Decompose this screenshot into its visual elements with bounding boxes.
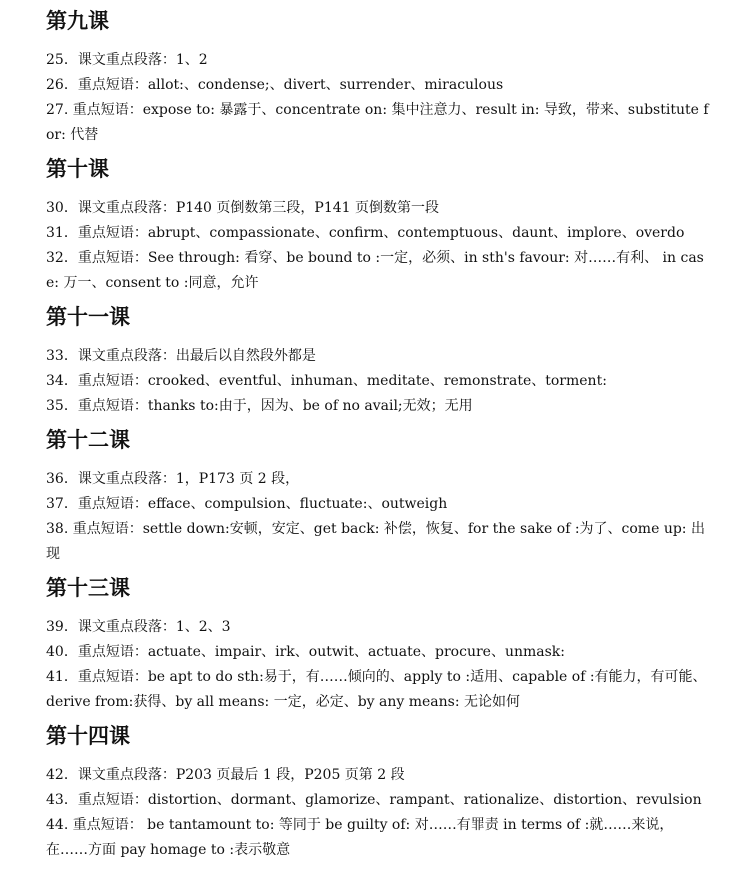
list-item: 31．重点短语：abrupt、compassionate、confirm、contemptuous、daunt、implore、overdo xyxy=(46,225,685,241)
lesson-title: 第十三课 xyxy=(46,576,130,600)
list-item: 40．重点短语：actuate、impair、irk、outwit、actuate、procure、unmask: xyxy=(46,644,565,660)
list-item: 43．重点短语：distortion、dormant、glamorize、rampant、rationalize、distortion、revulsion xyxy=(46,792,702,808)
list-item: 33．课文重点段落：出最后以自然段外都是 xyxy=(46,348,316,364)
list-item: 26．重点短语：allot:、condense;、divert、surrender、miraculous xyxy=(46,77,504,93)
list-item: 30．课文重点段落：P140 页倒数第三段，P141 页倒数第一段 xyxy=(46,200,439,216)
list-item: 37．重点短语：efface、compulsion、fluctuate:、outweigh xyxy=(46,496,448,512)
list-item: 44. 重点短语： be tantamount to: 等同于 be guilty of: 对……有罪责 in terms of :就……来说，在……方面 pay homage to :表示敬意 xyxy=(46,817,674,858)
lesson-14 xyxy=(46,719,713,863)
list-item: 41．重点短语：be apt to do sth:易于，有……倾向的、apply to :适用、capable of :有能力，有可能、derive from:获得、by all means: 一定，必定、by any means: 无论如何 xyxy=(46,669,707,710)
list-item: 32．重点短语：See through: 看穿、be bound to :一定，必须、in sth's favour: 对……有利、 in case: 万一、consent to :同意，允许 xyxy=(46,250,704,291)
lesson-title: 第九课 xyxy=(46,9,109,33)
lesson-title: 第十课 xyxy=(46,157,109,181)
lesson-title: 第十四课 xyxy=(46,724,130,748)
list-item: 42．课文重点段落：P203 页最后 1 段，P205 页第 2 段 xyxy=(46,767,405,783)
lesson-12 xyxy=(46,423,713,567)
list-item: 34．重点短语：crooked、eventful、inhuman、meditate、remonstrate、torment: xyxy=(46,373,607,389)
list-item: 38. 重点短语：settle down:安顿，安定、get back: 补偿，恢复、for the sake of :为了、come up: 出现 xyxy=(46,521,705,562)
list-item: 35．重点短语：thanks to:由于，因为、be of no avail;无效；无用 xyxy=(46,398,473,414)
lesson-13 xyxy=(46,571,713,715)
list-item: 36．课文重点段落：1，P173 页 2 段， xyxy=(46,471,300,487)
list-item: 25．课文重点段落：1、2 xyxy=(46,52,208,68)
lesson-10 xyxy=(46,152,713,296)
lesson-9 xyxy=(46,4,713,148)
list-item: 39．课文重点段落：1、2、3 xyxy=(46,619,231,635)
lesson-11 xyxy=(46,300,713,419)
lesson-title: 第十二课 xyxy=(46,428,130,452)
list-item: 27. 重点短语：expose to: 暴露于、concentrate on: 集中注意力、result in: 导致，带来、substitute for: 代替 xyxy=(46,102,709,143)
lesson-title: 第十一课 xyxy=(46,305,130,329)
